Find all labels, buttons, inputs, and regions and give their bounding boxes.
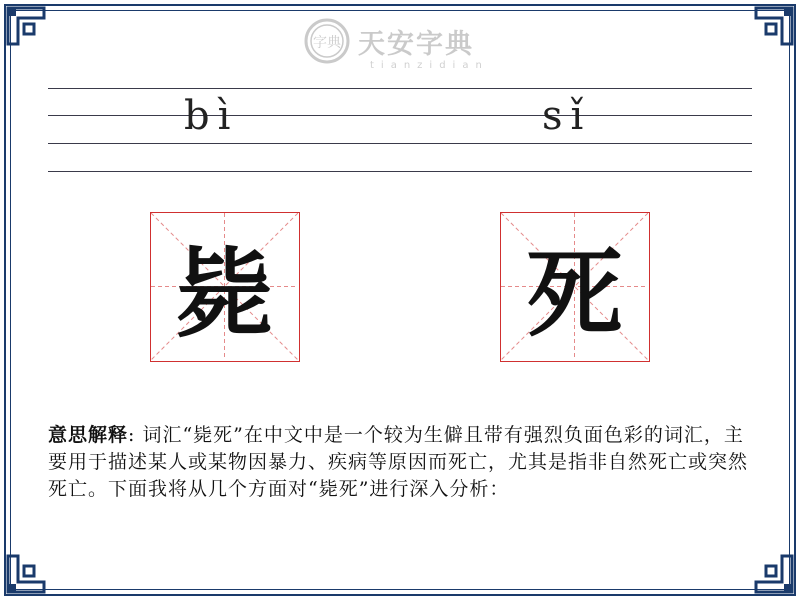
staff-line: [48, 115, 752, 116]
seal-icon: [304, 18, 350, 64]
logo-subtitle: tianzidian: [370, 60, 489, 71]
character-box-bi: [150, 212, 300, 362]
pinyin-bi: bì: [184, 93, 239, 139]
corner-ornament-top-left: [4, 4, 48, 48]
site-logo-watermark: [304, 16, 504, 72]
pinyin-staff: [48, 88, 752, 172]
explanation-text: : 词汇“毙死”在中文中是一个较为生僻且带有强烈负面色彩的词汇，主要用于描述某人或某物因暴力、疾病等原因而死亡，尤其是指非自然死亡或突然死亡。下面我将从几个方面对“毙死”进行深入分析：: [48, 424, 749, 500]
seal-text: 字典: [313, 35, 341, 51]
corner-ornament-bottom-left: [4, 552, 48, 596]
staff-line: [48, 88, 752, 89]
character-box-si: [500, 212, 650, 362]
staff-line: [48, 143, 752, 144]
pinyin-si: sǐ: [542, 93, 592, 139]
character-si: 死: [526, 237, 623, 350]
corner-ornament-bottom-right: [752, 552, 796, 596]
corner-ornament-top-right: [752, 4, 796, 48]
logo-name: 天安字典: [358, 29, 474, 60]
explanation-paragraph: [48, 422, 754, 503]
explanation-label: 意思解释: [48, 424, 129, 446]
staff-line: [48, 171, 752, 172]
character-bi: 毙: [176, 237, 273, 350]
